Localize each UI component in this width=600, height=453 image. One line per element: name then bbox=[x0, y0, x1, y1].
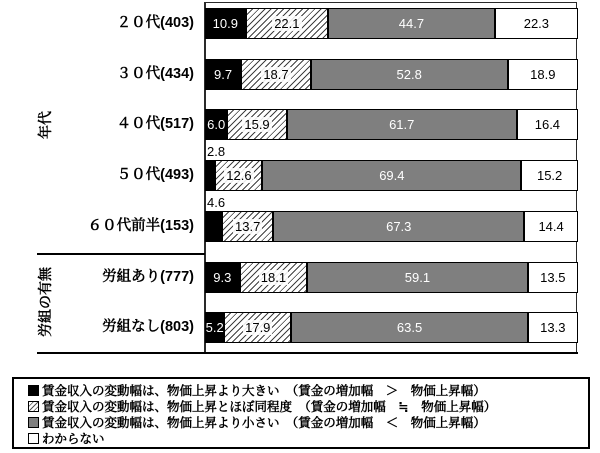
bar-value-label: 9.3 bbox=[213, 269, 232, 285]
bar bbox=[205, 8, 578, 39]
bar bbox=[205, 160, 578, 191]
bar bbox=[205, 312, 578, 343]
bar bbox=[205, 109, 578, 140]
bar-segment-gray bbox=[287, 109, 517, 140]
bar-value-label: 16.4 bbox=[534, 117, 561, 133]
bar-segment-hatch bbox=[246, 8, 328, 39]
bar-value-label: 15.2 bbox=[536, 168, 563, 184]
bar-value-label: 59.1 bbox=[404, 269, 431, 285]
legend-item bbox=[28, 415, 582, 431]
bar-value-label: 22.1 bbox=[274, 16, 300, 31]
category-label: ５０代(493) bbox=[116, 167, 194, 184]
bar-segment-gray bbox=[273, 211, 524, 242]
group-label: 年代 bbox=[37, 110, 53, 139]
bar-value-label: 67.3 bbox=[386, 218, 412, 234]
bar-segment-black bbox=[205, 211, 222, 242]
bar-value-label: 9.7 bbox=[214, 66, 233, 82]
group-separator-line bbox=[37, 253, 205, 255]
bar-value-label: 22.3 bbox=[523, 16, 550, 31]
bar-segment-gray bbox=[291, 312, 528, 343]
bar-value-label: 69.4 bbox=[379, 168, 405, 184]
bar-value-label: 13.7 bbox=[235, 218, 261, 234]
bar-value-label: 63.5 bbox=[396, 320, 423, 336]
bar-value-label: 44.7 bbox=[398, 16, 425, 31]
bar-value-label: 15.9 bbox=[244, 117, 270, 133]
bar bbox=[205, 262, 578, 293]
bar-value-label-above: 4.6 bbox=[207, 194, 226, 210]
bar-value-label: 61.7 bbox=[389, 117, 415, 133]
bar-segment-black bbox=[205, 8, 246, 39]
legend-swatch-black-icon bbox=[28, 385, 39, 396]
bar-segment-gray bbox=[307, 262, 527, 293]
bar-value-label: 18.9 bbox=[530, 66, 556, 82]
bar-segment-hatch bbox=[240, 262, 308, 293]
bar-segment-white bbox=[528, 262, 578, 293]
category-label: ４０代(517) bbox=[116, 116, 194, 133]
bar-segment-black bbox=[205, 59, 241, 90]
bar bbox=[205, 59, 578, 90]
legend-box bbox=[12, 377, 590, 449]
category-label: ３０代(434) bbox=[116, 65, 194, 82]
legend-swatch-hatch-icon bbox=[28, 401, 39, 412]
bar-value-label: 52.8 bbox=[396, 66, 422, 82]
bar-value-label: 6.0 bbox=[207, 117, 226, 133]
bar-segment-white bbox=[521, 160, 578, 191]
bar-segment-black bbox=[205, 312, 224, 343]
bar-value-label: 12.6 bbox=[226, 168, 252, 184]
legend-item bbox=[28, 431, 582, 447]
legend-item-label: 賃金収入の変動幅は、物価上昇より小さい （賃金の増加幅 ＜ 物価上昇幅） bbox=[42, 416, 486, 430]
bar-segment-black bbox=[205, 262, 240, 293]
legend-swatch-white-icon bbox=[28, 433, 39, 444]
bar-segment-hatch bbox=[227, 109, 286, 140]
legend-item-label: わからない bbox=[42, 432, 105, 446]
bar-segment-white bbox=[508, 59, 578, 90]
category-label: 労組あり(777) bbox=[102, 268, 194, 285]
bar-segment-black bbox=[205, 160, 215, 191]
bar bbox=[205, 211, 578, 242]
bar-segment-white bbox=[528, 312, 578, 343]
bar-segment-gray bbox=[262, 160, 521, 191]
category-label: ６０代前半(153) bbox=[87, 217, 194, 234]
bar-segment-gray bbox=[328, 8, 495, 39]
bar-segment-white bbox=[495, 8, 578, 39]
bar-value-label: 14.4 bbox=[538, 218, 564, 234]
bar-value-label: 18.1 bbox=[260, 269, 287, 285]
bar-value-label: 5.2 bbox=[205, 320, 224, 336]
bar-segment-hatch bbox=[222, 211, 273, 242]
legend-item bbox=[28, 399, 582, 415]
bar-segment-white bbox=[524, 211, 578, 242]
bar-segment-black bbox=[205, 109, 227, 140]
bar-value-label: 13.3 bbox=[540, 320, 566, 336]
legend-swatch-gray-icon bbox=[28, 417, 39, 428]
bar-value-label: 10.9 bbox=[212, 16, 238, 31]
bar-value-label: 18.7 bbox=[263, 66, 289, 82]
bar-value-label: 17.9 bbox=[245, 320, 271, 336]
bar-segment-white bbox=[517, 109, 578, 140]
group-label: 労組の有無 bbox=[37, 267, 53, 338]
axis-baseline bbox=[37, 352, 578, 354]
bar-segment-hatch bbox=[241, 59, 311, 90]
bar-value-label-above: 2.8 bbox=[207, 144, 226, 160]
bar-value-label: 13.5 bbox=[540, 269, 566, 285]
legend-item bbox=[28, 383, 582, 399]
bar-segment-gray bbox=[311, 59, 508, 90]
bar-segment-hatch bbox=[215, 160, 262, 191]
bar-segment-hatch bbox=[224, 312, 291, 343]
legend-item-label: 賃金収入の変動幅は、物価上昇より大きい （賃金の増加幅 ＞ 物価上昇幅） bbox=[42, 384, 486, 398]
category-label: 労組なし(803) bbox=[102, 319, 194, 336]
category-label: ２０代(403) bbox=[116, 15, 194, 31]
legend-item-label: 賃金収入の変動幅は、物価上昇とほぼ同程度 （賃金の増加幅 ≒ 物価上昇幅） bbox=[42, 400, 497, 414]
